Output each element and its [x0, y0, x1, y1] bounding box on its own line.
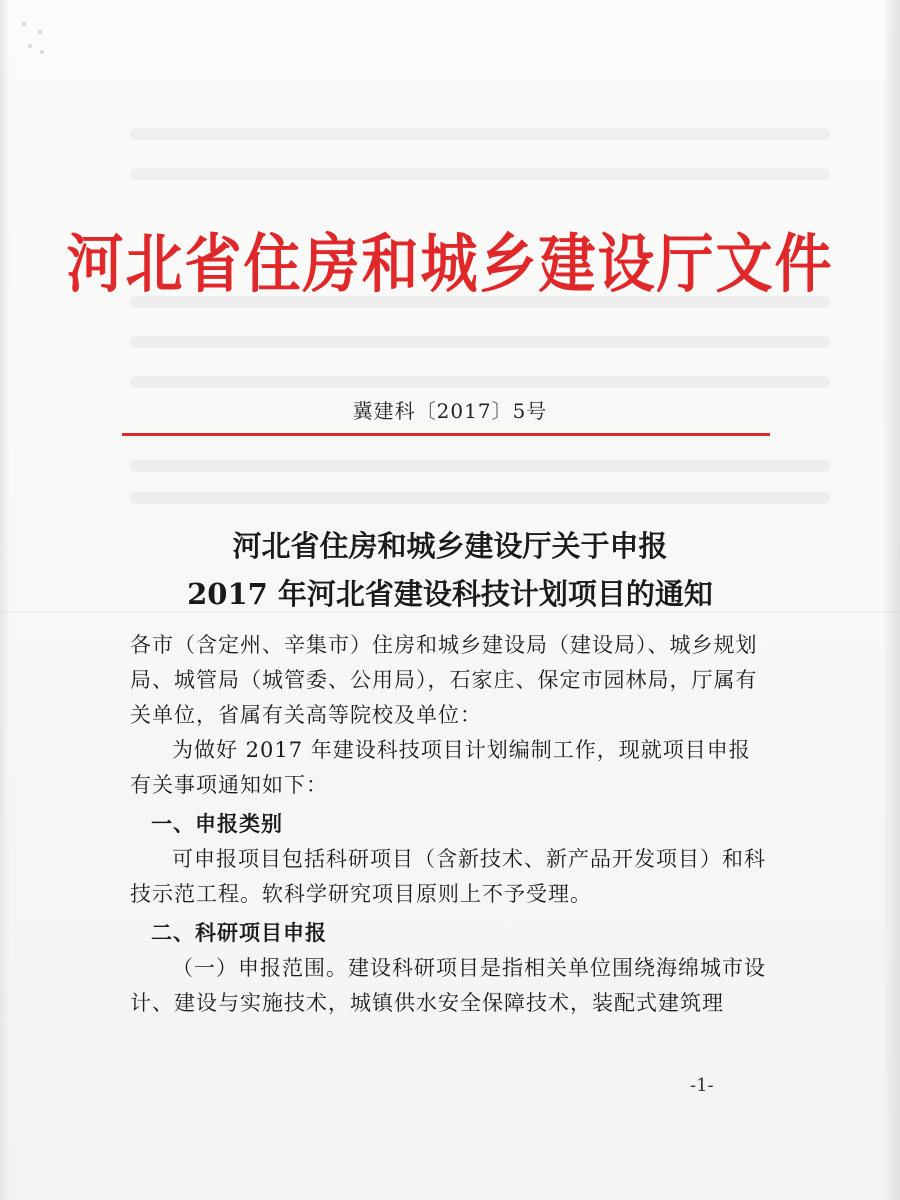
bleed-through: [130, 168, 830, 180]
document-number: 冀建科〔2017〕5号: [352, 399, 548, 423]
bleed-through: [130, 492, 830, 504]
punch-mark: [40, 50, 44, 54]
document-body: [130, 628, 770, 1021]
notice-title-line: 2017 年河北省建设科技计划项目的通知: [187, 577, 713, 611]
red-divider-line: [122, 433, 770, 436]
section-paragraph: （一）申报范围。建设科研项目是指相关单位围绕海绵城市设计、建设与实施技术，城镇供水安全保障技术，装配式建筑理: [130, 956, 766, 1015]
section-paragraph: 可申报项目包括科研项目（含新技术、新产品开发项目）和科技示范工程。软科学研究项目原则上不予受理。: [130, 847, 766, 906]
org-header-title: 河北省住房和城乡建设厅文件: [66, 226, 834, 302]
intro-paragraph: 为做好 2017 年建设科技项目计划编制工作，现就项目申报有关事项通知如下：: [130, 738, 751, 797]
punch-mark: [22, 22, 26, 26]
notice-title-line: 河北省住房和城乡建设厅关于申报: [232, 529, 668, 563]
section-heading: 二、科研项目申报: [151, 921, 327, 945]
punch-mark: [28, 44, 32, 48]
section-heading: 一、申报类别: [151, 812, 283, 836]
bleed-through: [130, 336, 830, 348]
notice-title: [0, 522, 900, 618]
addressee-paragraph: 各市（含定州、辛集市）住房和城乡建设局（建设局）、城乡规划局、城管局（城管委、公用局），石家庄、保定市园林局，厅属有关单位，省属有关高等院校及单位：: [130, 633, 758, 727]
bleed-through: [130, 376, 830, 388]
bleed-through: [130, 460, 830, 472]
page-number: -1-: [690, 1075, 714, 1096]
bleed-through: [130, 128, 830, 140]
punch-mark: [38, 30, 42, 34]
